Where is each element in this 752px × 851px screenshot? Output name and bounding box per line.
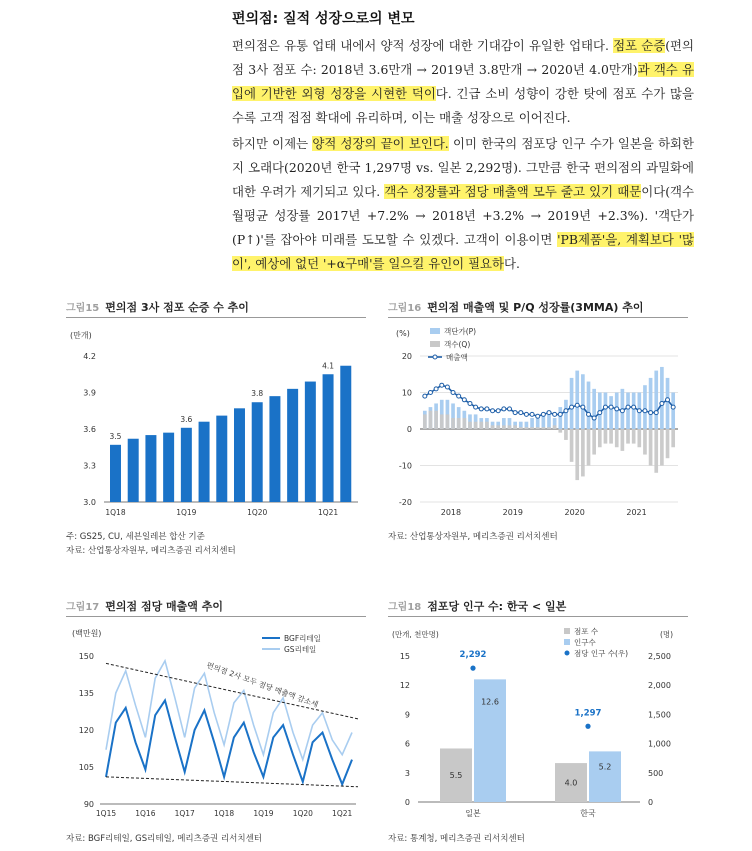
y-tick-label-right: 0 xyxy=(648,798,654,807)
bar-quantity xyxy=(462,418,466,429)
bar-quantity xyxy=(429,411,433,429)
bar xyxy=(340,366,351,502)
bar-quantity xyxy=(474,422,478,429)
y-tick-label: 10 xyxy=(401,388,412,398)
y-tick-label: 105 xyxy=(78,763,94,772)
bar xyxy=(145,435,156,502)
bar-price xyxy=(547,414,551,429)
fig16-chart xyxy=(388,320,688,525)
x-tick-label: 2021 xyxy=(626,508,647,517)
bar-quantity xyxy=(525,427,529,429)
fig17-rule xyxy=(66,616,366,617)
fig17-source: 자료: BGF리테일, GS리테일, 메리츠증권 리서치센터 xyxy=(66,834,263,844)
bar-price xyxy=(587,382,591,429)
bar-price xyxy=(626,393,630,430)
sales-point xyxy=(575,403,579,407)
legend-label: 매출액 xyxy=(446,353,468,362)
bar-quantity xyxy=(575,429,579,480)
y-tick-label: 135 xyxy=(78,689,94,698)
fig18-title xyxy=(388,598,566,614)
y-tick-label-left: 6 xyxy=(404,739,410,749)
x-tick-label: 2020 xyxy=(564,508,585,517)
y-tick-label: 3.0 xyxy=(83,498,96,507)
fig18-unit-right: (명) xyxy=(660,630,674,639)
bar-quantity xyxy=(542,427,546,429)
sales-point xyxy=(615,407,619,411)
bar xyxy=(323,374,334,502)
fig15-label: 그림15 xyxy=(66,303,100,314)
x-tick-label: 1Q21 xyxy=(332,809,353,818)
fig17-title xyxy=(66,598,223,614)
bar-price xyxy=(666,378,670,429)
legend-swatch-population xyxy=(564,639,570,645)
y-tick-label-right: 2,000 xyxy=(648,681,671,691)
bar-quantity xyxy=(671,429,675,447)
trend-annotation: 편의점 2사 모두 점당 매출액 감소세 xyxy=(205,660,320,710)
legend-label: 점포 수 xyxy=(574,627,599,636)
bar-quantity xyxy=(654,429,658,473)
bar-quantity xyxy=(621,429,625,451)
bar-price xyxy=(654,371,658,429)
bar xyxy=(252,402,263,502)
legend-label: 객수(Q) xyxy=(444,340,471,349)
sales-point xyxy=(592,416,596,420)
y-tick-label-right: 2,500 xyxy=(648,652,671,661)
sales-point xyxy=(491,409,495,413)
bar-quantity xyxy=(626,429,630,444)
legend-swatch-price xyxy=(430,328,440,334)
legend-label: GS리테일 xyxy=(284,645,317,654)
y-tick-label: -10 xyxy=(398,461,412,471)
bar-price xyxy=(558,407,562,429)
bar-quantity xyxy=(558,429,562,433)
bar-quantity xyxy=(440,414,444,429)
fig15-source: 자료: 산업통상자원부, 메리츠증권 리서치센터 xyxy=(66,546,236,556)
sales-point xyxy=(620,409,624,413)
bar-quantity xyxy=(457,418,461,429)
bar-quantity xyxy=(609,429,613,444)
highlighted-text: 객수 성장률과 점당 매출액 모두 줄고 있기 때문 xyxy=(384,184,642,199)
bar-quantity xyxy=(536,427,540,429)
bar xyxy=(234,408,245,502)
sales-point xyxy=(519,411,523,415)
fig16-title xyxy=(388,299,643,315)
paragraph-text: 편의점은 유통 업태 내에서 양적 성장에 대한 기대감이 유일한 업태다. xyxy=(232,38,614,53)
y-tick-label: 3.9 xyxy=(83,388,96,398)
legend-swatch-marker xyxy=(433,355,437,359)
paragraph-text: 이다(객수 월평균 성장률 2017년 +7.2% → 2018년 +3.2% → 2019년 +2.3%). '객단가(P↑)'를 잡아야 미래를 도모할 수 있겠다. 고객이 이용이면 xyxy=(232,184,694,247)
x-tick-label: 1Q19 xyxy=(253,809,274,818)
sales-point xyxy=(581,405,585,409)
fig17-label: 그림17 xyxy=(66,602,100,613)
sales-point xyxy=(666,398,670,402)
data-label: 4.0 xyxy=(564,778,578,788)
bar xyxy=(216,416,227,502)
sales-point xyxy=(423,394,427,398)
fig15-rule xyxy=(66,317,366,318)
fig16-title-text: 편의점 매출액 및 P/Q 성장률(3MMA) 추이 xyxy=(427,301,644,314)
highlighted-text: 점포 순증 xyxy=(613,38,666,53)
y-tick-label: 4.2 xyxy=(83,352,96,361)
highlighted-text: 'PB제품'을, 계획보다 '많이', 예상에 없던 '+α구매'를 일으킬 유인이 필요하 xyxy=(232,232,694,271)
x-tick-label: 1Q20 xyxy=(247,508,268,517)
y-tick-label: 0 xyxy=(406,425,412,434)
sales-point xyxy=(451,391,455,395)
fig18-label: 그림18 xyxy=(388,602,422,613)
sales-point xyxy=(632,405,636,409)
bar-price xyxy=(643,385,647,429)
sales-point xyxy=(434,387,438,391)
fig17-unit: (백만원) xyxy=(72,629,102,638)
sales-point xyxy=(462,398,466,402)
sales-point xyxy=(643,409,647,413)
sales-point xyxy=(496,409,500,413)
bar-quantity xyxy=(479,422,483,429)
fig15-chart xyxy=(66,320,366,525)
x-tick-label: 1Q18 xyxy=(213,809,235,818)
sales-point xyxy=(485,407,489,411)
bar-population xyxy=(589,751,621,802)
sales-point xyxy=(524,412,528,416)
x-tick-label: 1Q21 xyxy=(317,508,339,517)
bar-price xyxy=(649,378,653,429)
data-label: 2,292 xyxy=(459,650,487,661)
y-tick-label-right: 1,500 xyxy=(648,710,671,720)
sales-point xyxy=(553,412,557,416)
fig15-title-text: 편의점 3사 점포 순증 수 추이 xyxy=(105,301,249,314)
fig15-note: 주: GS25, CU, 세븐일레븐 합산 기준 xyxy=(66,532,205,542)
bar xyxy=(128,439,139,502)
data-label: 12.6 xyxy=(481,697,499,707)
y-tick-label: -20 xyxy=(398,498,412,507)
bar-quantity xyxy=(491,425,495,429)
y-tick-label-left: 3 xyxy=(404,768,410,778)
bar xyxy=(181,428,192,502)
section-heading: 편의점: 질적 성장으로의 변모 xyxy=(232,11,415,27)
bar-quantity xyxy=(581,429,585,476)
paragraph-2 xyxy=(232,132,694,276)
data-label: 3.8 xyxy=(251,389,264,399)
legend-swatch-stores xyxy=(564,628,570,634)
sales-point xyxy=(479,407,483,411)
bar-quantity xyxy=(519,427,523,429)
legend-label: 객단가(P) xyxy=(444,327,477,336)
fig17-chart xyxy=(66,620,366,825)
sales-point xyxy=(649,411,653,415)
data-label: 5.2 xyxy=(598,762,612,772)
x-tick-label: 한국 xyxy=(580,809,596,818)
bar-price xyxy=(660,367,664,429)
fig18-title-text: 점포당 인구 수: 한국 < 일본 xyxy=(427,600,567,613)
data-label: 4.1 xyxy=(322,361,335,371)
bar-quantity xyxy=(570,429,574,462)
bar-quantity xyxy=(553,425,557,429)
bar-quantity xyxy=(513,425,517,429)
sales-point xyxy=(609,405,613,409)
x-tick-label: 1Q20 xyxy=(292,809,313,818)
paragraph-text: (편의점 3사 점포 수: 2018년 3.6만개 → 2019년 3.8만개 → 2020년 4.0만개) xyxy=(232,38,694,77)
bar-quantity xyxy=(598,429,602,447)
bar-quantity xyxy=(604,429,608,444)
bar-quantity xyxy=(434,411,438,429)
sales-point xyxy=(564,409,568,413)
x-tick-label: 1Q18 xyxy=(105,508,126,517)
fig18-unit-left: (만개, 천만명) xyxy=(392,630,439,639)
bar-price xyxy=(575,371,579,429)
bar xyxy=(163,433,174,502)
bar xyxy=(269,396,280,502)
fig18-rule xyxy=(388,616,688,617)
bar-quantity xyxy=(592,429,596,455)
x-tick-label: 1Q17 xyxy=(174,809,195,818)
sales-point xyxy=(428,391,432,395)
paragraph-text: 하지만 이제는 xyxy=(232,136,313,151)
sales-point xyxy=(637,409,641,413)
bar-price xyxy=(581,374,585,429)
bar-quantity xyxy=(615,429,619,447)
bar-quantity xyxy=(632,429,636,444)
y-tick-label-left: 12 xyxy=(399,681,410,691)
y-tick-label-right: 1,000 xyxy=(648,739,671,749)
y-tick-label-left: 15 xyxy=(399,652,410,661)
sales-point xyxy=(445,385,449,389)
sales-point xyxy=(507,407,511,411)
bar xyxy=(305,382,316,502)
trend-line-lower xyxy=(106,777,358,787)
highlighted-text: 과 객수 유입에 기반한 외형 성장을 시현한 덕이 xyxy=(232,62,694,101)
legend-swatch-per-store xyxy=(565,651,570,656)
paragraph-text: 이미 한국의 점포당 인구 수가 일본을 하회한지 오래다(2020년 한국 1,297명 vs. 일본 2,292명). 그만큼 한국 편의점의 과밀화에 대한 우려가 제기되고 있다. xyxy=(232,136,694,199)
data-label: 1,297 xyxy=(574,708,602,719)
legend-label: 인구수 xyxy=(574,638,596,647)
bar-quantity xyxy=(468,422,472,429)
legend-label: BGF리테일 xyxy=(284,634,321,643)
sales-point xyxy=(440,383,444,387)
bar-quantity xyxy=(643,429,647,455)
bar-quantity xyxy=(446,414,450,429)
bar-price xyxy=(632,393,636,430)
bar xyxy=(199,422,210,502)
x-tick-label: 2019 xyxy=(502,508,523,517)
y-tick-label: 20 xyxy=(401,352,412,361)
sales-point xyxy=(626,405,630,409)
y-tick-label: 150 xyxy=(78,652,94,661)
sales-point xyxy=(530,412,534,416)
bar xyxy=(110,445,121,502)
fig16-unit: (%) xyxy=(396,329,410,338)
bar-quantity xyxy=(649,429,653,466)
x-tick-label: 2018 xyxy=(440,508,462,517)
bar-price xyxy=(671,393,675,430)
sales-point xyxy=(654,411,658,415)
bar-price xyxy=(592,389,596,429)
sales-point xyxy=(660,401,664,405)
legend-swatch-quantity xyxy=(430,341,440,347)
sales-point xyxy=(558,412,562,416)
y-tick-label-left: 0 xyxy=(404,798,410,807)
bar xyxy=(287,389,298,502)
x-tick-label: 1Q19 xyxy=(176,508,197,517)
bar-quantity xyxy=(547,427,551,429)
paragraph-1 xyxy=(232,34,694,130)
sales-point xyxy=(513,411,517,415)
bar-price xyxy=(604,393,608,430)
paragraph-text: 다. 긴급 소비 성향이 강한 탓에 점포 수가 많을수록 고객 접점 확대에 유리하며, 이는 매출 성장으로 이어진다. xyxy=(232,86,694,125)
x-tick-label: 일본 xyxy=(465,809,481,818)
y-tick-label: 90 xyxy=(83,800,94,809)
y-tick-label-right: 500 xyxy=(648,768,664,778)
y-tick-label: 3.6 xyxy=(83,425,96,434)
bar-quantity xyxy=(637,429,641,447)
bar-quantity xyxy=(564,429,568,440)
bar-quantity xyxy=(530,427,534,429)
bgf-line xyxy=(106,700,352,784)
sales-point xyxy=(570,405,574,409)
sales-point xyxy=(671,405,675,409)
point-per-store xyxy=(470,666,475,671)
fig17-title-text: 편의점 점당 매출액 추이 xyxy=(105,600,223,613)
sales-point xyxy=(457,394,461,398)
fig16-source: 자료: 산업통상자원부, 메리츠증권 리서치센터 xyxy=(388,532,558,542)
legend-label: 점당 인구 수(우) xyxy=(574,649,629,658)
fig16-rule xyxy=(388,317,688,318)
sales-point xyxy=(536,414,540,418)
bar-quantity xyxy=(587,429,591,466)
fig18-chart xyxy=(388,620,688,825)
fig18-source: 자료: 통계청, 메리츠증권 리서치센터 xyxy=(388,834,525,844)
bar-quantity xyxy=(666,429,670,458)
x-tick-label: 1Q16 xyxy=(135,809,156,818)
sales-point xyxy=(502,407,506,411)
bar-quantity xyxy=(451,418,455,429)
fig15-title xyxy=(66,299,249,315)
sales-point xyxy=(587,412,591,416)
highlighted-text: 양적 성장의 끝이 보인다. xyxy=(312,136,449,151)
sales-point xyxy=(541,412,545,416)
bar-quantity xyxy=(508,425,512,429)
bar-quantity xyxy=(502,425,506,429)
data-label: 3.6 xyxy=(180,414,193,424)
fig15-unit: (만개) xyxy=(70,331,92,340)
bar-price xyxy=(570,378,574,429)
y-tick-label: 120 xyxy=(78,726,94,735)
bar-price xyxy=(609,396,613,429)
sales-point xyxy=(468,401,472,405)
paragraph-text: 다. xyxy=(504,256,520,271)
bar-quantity xyxy=(423,414,427,429)
x-tick-label: 1Q15 xyxy=(95,809,117,818)
fig16-label: 그림16 xyxy=(388,303,422,314)
sales-point xyxy=(603,405,607,409)
sales-point xyxy=(547,411,551,415)
y-tick-label-left: 9 xyxy=(404,710,410,720)
bar-quantity xyxy=(496,425,500,429)
sales-point xyxy=(598,411,602,415)
bar-quantity xyxy=(485,422,489,429)
sales-point xyxy=(474,405,478,409)
bar-price xyxy=(564,400,568,429)
y-tick-label: 3.3 xyxy=(83,461,96,471)
data-label: 3.5 xyxy=(109,431,122,441)
data-label: 5.5 xyxy=(449,771,463,781)
bar-quantity xyxy=(660,429,664,466)
point-per-store xyxy=(585,724,590,729)
